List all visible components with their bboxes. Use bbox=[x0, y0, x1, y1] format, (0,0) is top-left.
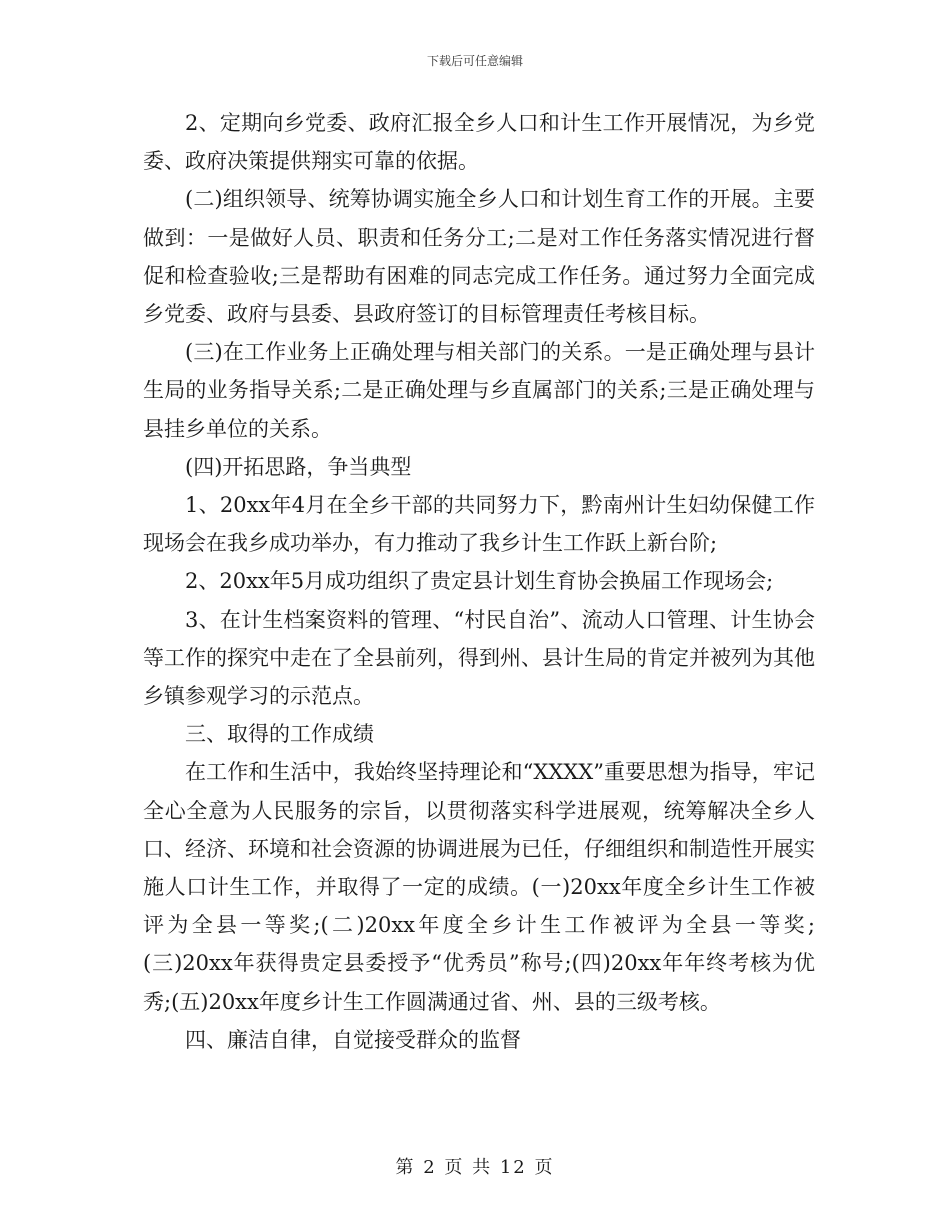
paragraph-organize-lead: (二)组织领导、统筹协调实施全乡人口和计划生育工作的开展。主要做到：一是做好人员、职责和任务分工;二是对工作任务落实情况进行督促和检查验收;三是帮助有困难的同志完成工作任务。通过努力全面完成乡党委、政府与县委、县政府签订的目标管理责任考核目标。 bbox=[143, 187, 815, 327]
paragraph-department-relations: (三)在工作业务上正确处理与相关部门的关系。一是正确处理与县计生局的业务指导关系;二是正确处理与乡直属部门的关系;三是正确处理与县挂乡单位的关系。 bbox=[143, 340, 815, 441]
paragraph-april-meeting: 1、20xx年4月在全乡干部的共同努力下，黔南州计生妇幼保健工作现场会在我乡成功举办，有力推动了我乡计生工作跃上新台阶; bbox=[143, 493, 815, 556]
paragraph-may-meeting: 2、20xx年5月成功组织了贵定县计划生育协会换届工作现场会; bbox=[185, 569, 774, 594]
paragraph-achievements: 在工作和生活中，我始终坚持理论和“XXXX”重要思想为指导，牢记全心全意为人民服务的宗旨，以贯彻落实科学进展观，统筹解决全乡人口、经济、环境和社会资源的协调进展为已任，仔细组织和制造性开展实施人口计生工作，并取得了一定的成绩。(一)20xx年度全乡计生工作被评为全县一等奖;(二)20xx年度全乡计生工作被评为全县一等奖;(三)20xx年获得贵定县委授予“优秀员”称号;(四)20xx年年终考核为优秀;(五)20xx年度乡计生工作圆满通过省、州、县的三级考核。 bbox=[143, 760, 815, 1014]
paragraph-archives-model: 3、在计生档案资料的管理、“村民自治”、流动人口管理、计生协会等工作的探究中走在了全县前列，得到州、县计生局的肯定并被列为其他乡镇参观学习的示范点。 bbox=[143, 607, 815, 709]
document-body bbox=[143, 104, 815, 1059]
page-footer: 第 2 页 共 12 页 bbox=[395, 1157, 555, 1178]
section-heading-achievements: 三、取得的工作成绩 bbox=[185, 722, 374, 747]
paragraph-heading-innovate: (四)开拓思路，争当典型 bbox=[185, 454, 412, 479]
page-header: 下载后可任意编辑 bbox=[426, 54, 523, 68]
paragraph-report-to-committee: 2、定期向乡党委、政府汇报全乡人口和计生工作开展情况，为乡党委、政府决策提供翔实可靠的依据。 bbox=[143, 111, 815, 174]
section-heading-integrity: 四、廉洁自律，自觉接受群众的监督 bbox=[185, 1027, 521, 1052]
